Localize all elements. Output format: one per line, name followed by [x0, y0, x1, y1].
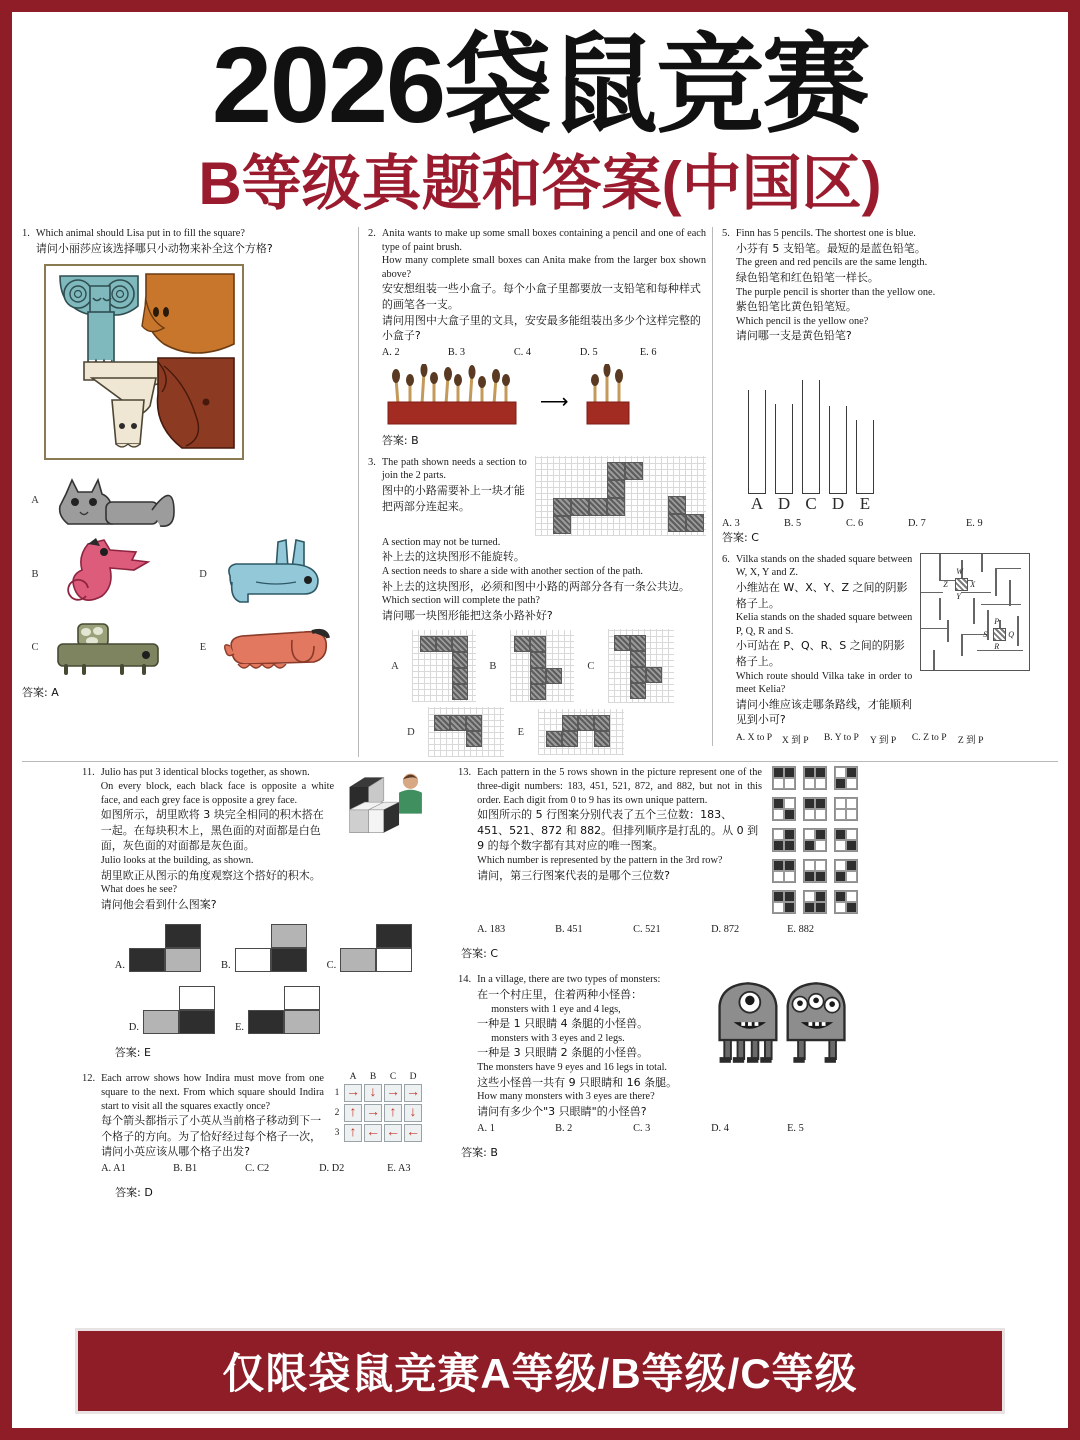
q11-option-c-label: C. — [326, 960, 337, 972]
q3-option-c-label: C — [587, 660, 595, 672]
question-11-number: 11. — [82, 767, 95, 779]
question-3-cn-2: 补上去的这块图形不能旋转。 — [381, 550, 525, 564]
question-14-en-2: The monsters have 9 eyes and 16 legs in total. — [477, 1062, 667, 1074]
question-2-answer: 答案: B — [381, 433, 419, 447]
q12-option-b[interactable]: B. B1 — [173, 1162, 198, 1174]
arrow-cell-c3[interactable]: ← — [386, 1125, 400, 1141]
question-3-en-4: Which section will complete the path? — [381, 595, 540, 607]
q3-option-b-label: B — [489, 660, 497, 672]
question-1-options — [22, 468, 352, 682]
question-14-answer: 答案: B — [461, 1146, 498, 1160]
q2-option-e[interactable]: E. 6 — [639, 346, 657, 358]
question-12-number: 12. — [82, 1073, 96, 1085]
question-11-en-2: On every block, each black face is opposite a white face, and each grey face is opposite a grey face. — [100, 781, 335, 806]
q12-option-c[interactable]: C. C2 — [245, 1162, 270, 1174]
pattern-2-3 — [834, 797, 858, 821]
q3-option-a-label: A — [391, 660, 399, 672]
question-11-blocks-figure — [340, 766, 422, 846]
pattern-1-1 — [772, 766, 796, 790]
maze-label-z: Z — [943, 579, 948, 589]
pencil-5 — [856, 404, 874, 514]
question-14-bullet-2-en: monsters with 3 eyes and 2 legs. — [491, 1032, 625, 1044]
question-14-cn-3: 请问有多少个"3 只眼睛"的小怪兽? — [477, 1104, 647, 1118]
q5-option-d[interactable]: D. 7 — [908, 517, 926, 529]
q12-col-a: A — [349, 1072, 357, 1083]
orange-dog-icon — [216, 616, 342, 678]
question-14-cn-2: 这些小怪兽一共有 9 只眼睛和 16 条腿。 — [477, 1075, 678, 1089]
question-14-bullet-2-cn: 一种是 3 只眼睛 2 条腿的小怪兽。 — [477, 1046, 649, 1060]
question-3-number: 3. — [368, 456, 376, 468]
bottom-row — [22, 766, 1058, 1200]
question-3-cn-3: 补上去的这块图形，必须和图中小路的两部分各有一条公共边。 — [381, 579, 690, 593]
column-right-bottom — [428, 766, 858, 1160]
q2-option-d[interactable]: D. 5 — [579, 346, 598, 358]
column-right-top — [712, 227, 1030, 746]
question-2-cn-2: 请问用图中大盒子里的文具，安安最多能组装出多少个这样完整的小盒子? — [381, 313, 701, 343]
question-6-en-1: Vilka stands on the shaded square between W, X, Y and Z. — [735, 553, 913, 579]
pencil-5-label: E — [859, 493, 871, 513]
pattern-row-5 — [772, 890, 858, 914]
pencil-4 — [829, 386, 847, 514]
arrow-cell-c2[interactable]: ↑ — [384, 1104, 402, 1122]
question-6-number: 6. — [722, 553, 730, 565]
question-14 — [458, 973, 858, 1160]
option-c-label: C — [31, 641, 39, 653]
option-e[interactable] — [190, 616, 350, 678]
question-11-en-3: Julio looks at the building, as shown. — [100, 855, 254, 867]
grey-cat-icon — [48, 468, 198, 532]
page-subtitle: B等级真题和答案(中国区) — [198, 150, 882, 218]
poster-header — [12, 12, 1068, 221]
question-5-cn-2: 绿色铅笔和红色铅笔一样长。 — [735, 270, 879, 284]
q12-col-b: B — [369, 1072, 377, 1083]
question-13-cn-1: 如图所示的 5 行图案分别代表了五个三位数：183、451、521、872 和 882。但排列顺序是打乱的。从 0 到 9 的每个数字都有其对应的唯一图案。 — [477, 808, 759, 853]
question-14-monsters-figure — [712, 973, 858, 1075]
question-12-cn-1: 每个箭头都指示了小英从当前格子移动到下一个格子的方向。为了恰好经过每个格子一次，请问小英应该从哪个格子出发? — [101, 1114, 322, 1159]
option-d-label: D — [199, 568, 207, 580]
option-a[interactable] — [22, 468, 352, 532]
questions-area — [12, 221, 1068, 1320]
pattern-row-2 — [772, 797, 858, 821]
q5-option-c[interactable]: C. 6 — [846, 517, 864, 529]
question-2-options — [382, 347, 706, 358]
q11-option-a-label: A. — [114, 960, 125, 972]
pattern-1-2 — [803, 766, 827, 790]
question-5-cn-1: 小芬有 5 支铅笔。最短的是蓝色铅笔。 — [735, 241, 926, 255]
question-2-cn-1: 安安想组装一些小盒子。每个小盒子里都要放一支铅笔和每种样式的画笔各一支。 — [381, 282, 701, 312]
footer-banner-text: 仅限袋鼠竞赛A等级/B等级/C等级 — [222, 1350, 858, 1397]
q11-option-e[interactable] — [235, 986, 320, 1034]
option-b[interactable] — [22, 536, 190, 612]
section-divider — [22, 761, 1058, 762]
q11-option-d-label: D. — [128, 1022, 139, 1034]
q3-option-b-shape[interactable] — [510, 630, 574, 702]
question-3-en-3: A section needs to share a side with another section of the path. — [381, 566, 643, 578]
question-2-number: 2. — [368, 228, 376, 240]
question-2 — [368, 227, 706, 448]
animal-collage-svg — [46, 266, 242, 458]
q2-option-a[interactable]: A. 2 — [381, 346, 400, 358]
question-13-pattern-grid — [772, 766, 858, 914]
pattern-row-3 — [772, 828, 858, 852]
q11-option-d[interactable] — [129, 986, 215, 1034]
q3-option-e-label: E — [517, 726, 525, 738]
q12-option-a[interactable]: A. A1 — [101, 1162, 126, 1174]
q2-option-c[interactable]: C. 4 — [513, 346, 532, 358]
arrow-right-icon: ⟶ — [539, 390, 569, 413]
arrow-cell-b3[interactable]: ← — [366, 1125, 380, 1141]
column-left-top — [22, 227, 352, 700]
maze-label-x: X — [970, 579, 976, 589]
question-6-cn-3: 请问小维应该走哪条路线，才能顺利见到小可? — [735, 697, 912, 727]
question-12-answer: 答案: D — [115, 1185, 153, 1199]
q6-option-a-cn: X 到 P — [781, 735, 809, 747]
pattern-row-4 — [772, 859, 858, 883]
q14-option-a[interactable]: A. 1 — [477, 1123, 495, 1135]
q14-option-e[interactable]: E. 5 — [787, 1123, 804, 1135]
option-d[interactable] — [190, 536, 350, 612]
q14-option-b[interactable]: B. 2 — [555, 1123, 573, 1135]
q13-option-b[interactable]: B. 451 — [555, 924, 583, 936]
q6-option-a[interactable]: A. X to P — [735, 732, 773, 744]
question-14-en-3: How many monsters with 3 eyes are there? — [477, 1091, 655, 1103]
pink-seahorse-icon — [48, 536, 168, 612]
poster-sheet — [12, 12, 1068, 1428]
pencil-2 — [775, 384, 793, 514]
question-1-cn: 请问小丽莎应该选择哪只小动物来补全这个方格? — [35, 241, 273, 255]
pattern-4-3 — [834, 859, 858, 883]
top-row — [22, 227, 1058, 757]
arrow-cell-a3[interactable]: ↑ — [344, 1124, 362, 1142]
q11-option-b[interactable] — [221, 924, 307, 972]
question-12-arrow-grid — [332, 1072, 422, 1160]
question-5 — [722, 227, 1030, 344]
page-title: 2026袋鼠竞赛 — [211, 24, 869, 145]
question-6-en-3: Which route should Vilka take in order to meet Kelia? — [735, 670, 913, 696]
pattern-5-1 — [772, 890, 796, 914]
question-14-en-1: In a village, there are two types of monsters: — [477, 974, 661, 986]
green-turtle-icon — [48, 616, 168, 678]
question-13-en-2: Which number is represented by the pattern in the 3rd row? — [477, 855, 723, 867]
question-11-cn-1: 如图所示，胡里欧将 3 块完全相同的积木搭在一起。在每块积木上，黑色面的对面都是白色面，灰色面的对面都是灰色面。 — [100, 808, 324, 853]
brush-box-large-icon — [382, 364, 532, 428]
pattern-row-1 — [772, 766, 858, 790]
question-14-bullet-1-cn: 一种是 1 只眼睛 4 条腿的小怪兽。 — [477, 1017, 649, 1031]
pattern-2-2 — [803, 797, 827, 821]
question-5-answer: 答案: C — [722, 530, 759, 544]
column-middle-top — [358, 227, 706, 757]
question-3-cn-4: 请问哪一块图形能把这条小路补好? — [381, 608, 553, 622]
q12-col-c: C — [389, 1072, 397, 1083]
q11-option-b-label: B. — [220, 960, 231, 972]
question-14-bullet-1-en: monsters with 1 eye and 4 legs, — [491, 1003, 621, 1015]
pencil-1 — [748, 370, 766, 514]
q3-option-a-shape[interactable] — [412, 630, 476, 702]
q11-option-a[interactable] — [115, 924, 201, 972]
question-13-number: 13. — [458, 767, 472, 779]
question-12 — [82, 1072, 422, 1200]
arrow-cell-d1[interactable]: → — [406, 1085, 420, 1101]
option-a-label: A — [31, 494, 39, 506]
maze-label-q: Q — [1008, 629, 1015, 639]
q13-option-c[interactable]: C. 521 — [633, 924, 661, 936]
blue-rabbit-icon — [216, 536, 334, 612]
q11-option-c[interactable] — [327, 924, 413, 972]
q12-option-d[interactable]: D. D2 — [319, 1162, 345, 1174]
pattern-4-1 — [772, 859, 796, 883]
question-11-answer: 答案: E — [114, 1046, 151, 1060]
question-3 — [368, 456, 706, 758]
arrow-cell-a1[interactable]: → — [346, 1085, 360, 1101]
arrow-cell-d3[interactable]: ← — [406, 1125, 420, 1141]
question-1-en: Which animal should Lisa put in to fill the square? — [35, 228, 245, 240]
question-11-en-4: What does he see? — [100, 884, 178, 896]
option-b-label: B — [31, 568, 39, 580]
q5-option-a[interactable]: A. 3 — [722, 517, 740, 529]
q12-col-d: D — [409, 1072, 417, 1083]
pattern-5-3 — [834, 890, 858, 914]
question-1-figure — [44, 264, 244, 460]
q6-option-b-cn: Y 到 P — [869, 735, 897, 747]
question-5-en-4: Which pencil is the yellow one? — [735, 315, 869, 327]
footer-banner — [75, 1328, 1004, 1414]
option-c[interactable] — [22, 616, 190, 678]
question-6 — [722, 553, 1030, 746]
pencil-2-label: D — [777, 493, 791, 513]
q3-option-c-shape[interactable] — [608, 629, 674, 703]
question-11-en-1: Julio has put 3 identical blocks together, as shown. — [100, 767, 310, 779]
question-1 — [22, 227, 352, 256]
pattern-1-3 — [834, 766, 858, 790]
q3-option-e-shape[interactable] — [538, 709, 624, 755]
question-3-en-1: The path shown needs a section to join the 2 parts. — [381, 456, 527, 482]
question-2-figure — [382, 364, 706, 428]
question-13 — [458, 766, 858, 961]
question-5-en-1: Finn has 5 pencils. The shortest one is blue. — [735, 228, 916, 240]
option-e-label: E — [199, 641, 207, 653]
question-11-cn-2: 胡里欧正从图示的角度观察这个搭好的积木。 — [100, 868, 321, 882]
q14-option-d[interactable]: D. 4 — [711, 1123, 729, 1135]
pattern-2-1 — [772, 797, 796, 821]
question-5-options — [722, 518, 1030, 529]
q5-option-e[interactable]: E. 9 — [966, 517, 983, 529]
column-left-bottom — [22, 766, 422, 1200]
question-13-en-1: Each pattern in the 5 rows shown in the picture represent one of the three-digit numbers: 183, 451, 521, 872, and 882, but not in this order. Each digit from 0 to 9 has its own unique pattern. — [477, 767, 762, 806]
question-14-number: 14. — [458, 974, 472, 986]
question-6-maze-figure — [920, 553, 1030, 671]
maze-label-y: Y — [956, 591, 961, 601]
q5-option-b[interactable]: B. 5 — [784, 517, 802, 529]
q13-option-a[interactable]: A. 183 — [477, 924, 506, 936]
question-6-cn-2: 小可站在 P、Q、R、S 之间的阴影格子上。 — [735, 639, 905, 669]
q3-option-d-shape[interactable] — [428, 707, 504, 757]
question-2-en-1: Anita wants to make up some small boxes containing a pencil and one of each type of paint brush. — [381, 228, 706, 253]
maze-label-w: W — [956, 566, 963, 576]
question-3-en-2: A section may not be turned. — [381, 536, 501, 548]
question-5-cn-4: 请问哪一支是黄色铅笔? — [735, 329, 852, 343]
question-14-cn-1: 在一个村庄里，住着两种小怪兽： — [477, 988, 643, 1002]
q11-option-e-label: E. — [234, 1022, 245, 1034]
arrow-cell-a2[interactable]: ↑ — [344, 1104, 362, 1122]
question-5-number: 5. — [722, 228, 730, 240]
q12-row-2: 2 — [334, 1108, 340, 1119]
question-5-en-2: The green and red pencils are the same length. — [735, 257, 928, 269]
question-1-number: 1. — [22, 228, 30, 240]
q3-option-d-label: D — [407, 726, 415, 738]
maze-label-r: R — [994, 641, 1000, 651]
pattern-3-3 — [834, 828, 858, 852]
question-3-cn-1: 图中的小路需要补上一块才能把两部分连起来。 — [381, 484, 525, 513]
question-5-figure — [748, 354, 1030, 514]
q12-row-1: 1 — [334, 1088, 340, 1099]
question-3-path-figure — [535, 456, 706, 536]
q6-option-c-cn: Z 到 P — [957, 735, 984, 747]
maze-label-p: P — [994, 616, 1000, 626]
arrow-cell-c1[interactable]: → — [386, 1085, 400, 1101]
q13-option-e[interactable]: E. 882 — [787, 924, 815, 936]
pattern-3-1 — [772, 828, 796, 852]
pattern-5-2 — [803, 890, 827, 914]
pattern-3-2 — [803, 828, 827, 852]
vilka-shaded-square — [955, 578, 968, 591]
pencil-3-label: C — [805, 493, 817, 513]
q12-option-e[interactable]: E. A3 — [387, 1162, 411, 1174]
pencil-1-label: A — [750, 493, 764, 513]
question-5-en-3: The purple pencil is shorter than the yellow one. — [735, 286, 936, 298]
q13-option-d[interactable]: D. 872 — [711, 924, 740, 936]
arrow-cell-d2[interactable]: ↓ — [404, 1104, 422, 1122]
arrow-cell-b1[interactable]: ↓ — [364, 1084, 382, 1102]
question-1-answer: 答案: A — [22, 686, 59, 700]
question-2-en-2: How many complete small boxes can Anita make from the larger box shown above? — [381, 255, 706, 280]
q2-option-b[interactable]: B. 3 — [447, 346, 466, 358]
q12-row-3: 3 — [334, 1128, 340, 1139]
arrow-cell-b2[interactable]: → — [366, 1105, 380, 1121]
pencil-3 — [802, 354, 820, 514]
question-6-cn-1: 小维站在 W、X、Y、Z 之间的阴影格子上。 — [735, 581, 908, 610]
poster-footer — [12, 1320, 1068, 1428]
pencil-4-label: D — [831, 493, 845, 513]
pattern-4-2 — [803, 859, 827, 883]
brush-box-small-icon — [577, 364, 639, 428]
question-13-cn-2: 请问，第三行图案代表的是哪个三位数? — [477, 868, 670, 882]
q6-option-c[interactable]: C. Z to P — [911, 732, 947, 744]
q14-option-c[interactable]: C. 3 — [633, 1123, 651, 1135]
question-12-en-1: Each arrow shows how Indira must move from one square to the next. From which square should Indira start to visit all the squares exactly once? — [101, 1073, 324, 1112]
kelia-shaded-square — [993, 628, 1006, 641]
question-5-cn-3: 紫色铅笔比黄色铅笔短。 — [735, 300, 857, 314]
question-11 — [82, 766, 422, 1060]
maze-label-s: S — [983, 629, 988, 639]
q6-option-b[interactable]: B. Y to P — [823, 732, 859, 744]
question-13-answer: 答案: C — [461, 947, 499, 961]
question-11-cn-3: 请问他会看到什么图案? — [100, 897, 217, 911]
question-6-en-2: Kelia stands on the shaded square between P, Q, R and S. — [735, 612, 913, 637]
